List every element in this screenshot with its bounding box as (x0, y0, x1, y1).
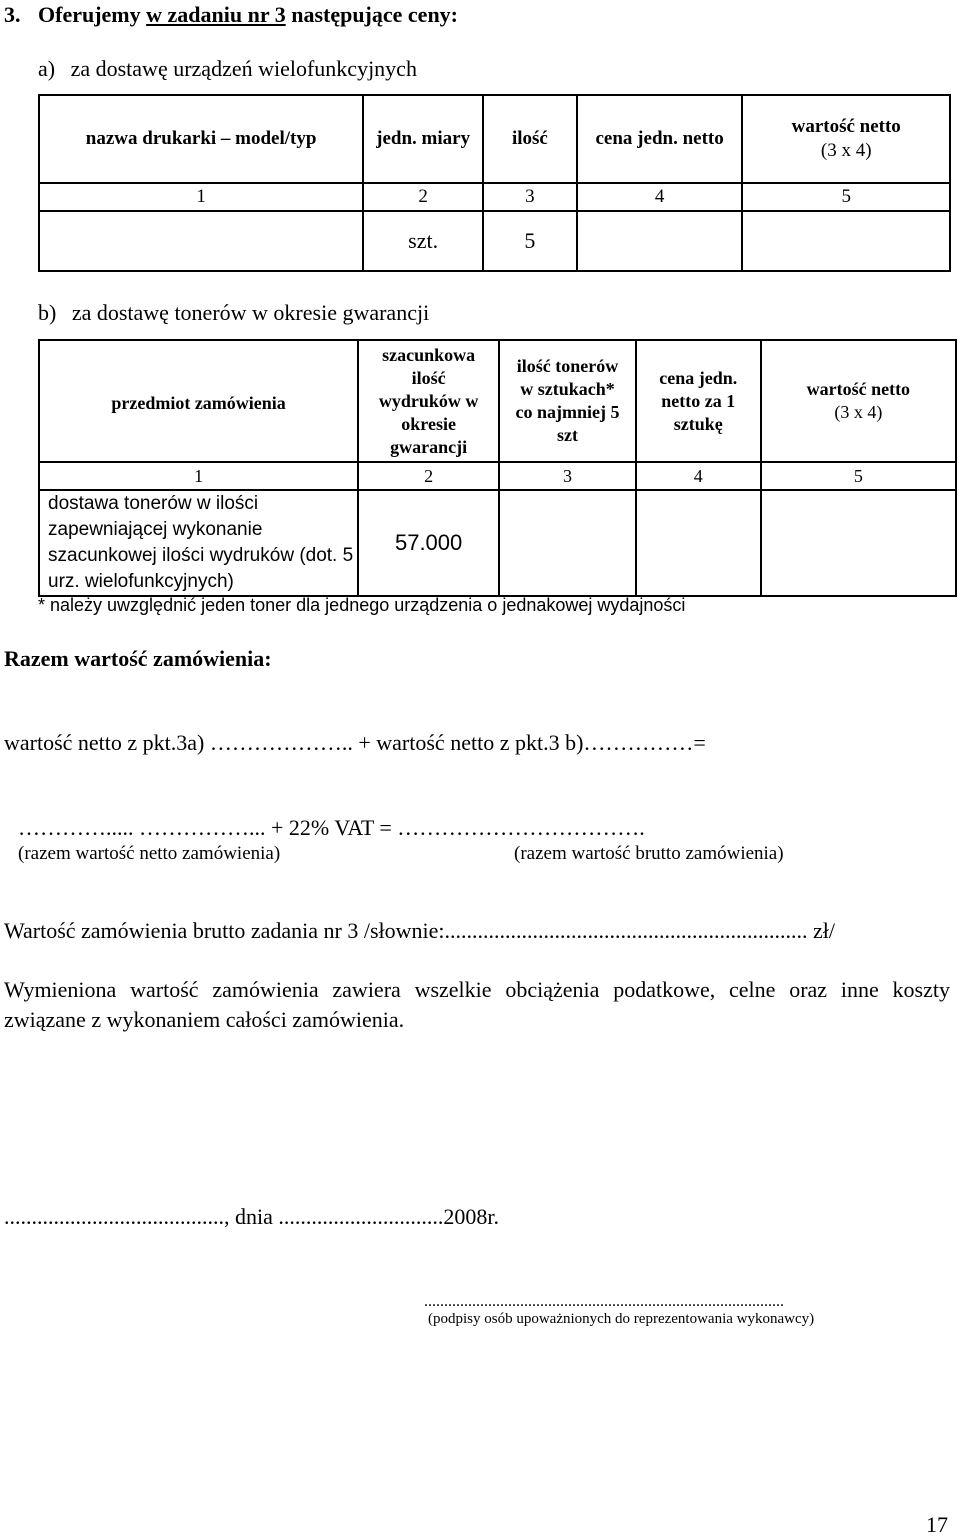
section-title-underlined: w zadaniu nr 3 (146, 2, 286, 27)
header-model: nazwa drukarki – model/typ (39, 95, 363, 183)
col-number: 2 (363, 183, 483, 211)
toners-table-header (39, 340, 956, 462)
subject-cell: dostawa tonerów w ilości zapewniającej wykonanie szacunkowej ilości wydruków (dot. 5 urz. wielofunkcyjnych) (39, 490, 358, 596)
qty-cell: 5 (483, 211, 577, 271)
part-b-label: b) (38, 300, 57, 325)
header-unit-price: cena jedn. netto za 1 sztukę (636, 340, 761, 462)
devices-table-col-numbers (39, 183, 950, 211)
part-a-label: a) (38, 56, 56, 81)
page-number: 17 (926, 1512, 948, 1537)
net-total-caption: (razem wartość netto zamówienia) (18, 843, 281, 864)
section-heading (4, 2, 458, 28)
header-net-value-label: wartość netto (806, 379, 911, 399)
estimated-prints-cell: 57.000 (358, 490, 499, 596)
footnote: * należy uwzględnić jeden toner dla jednego urządzenia o jednakowej wydajności (38, 595, 686, 615)
col-number: 4 (577, 183, 743, 211)
signature-dots: .......................................................................................... (424, 1293, 784, 1310)
section-title-pre: Oferujemy (38, 2, 147, 27)
header-net-value-formula: (3 x 4) (834, 402, 883, 422)
devices-table-header (39, 95, 950, 183)
col-number: 2 (358, 462, 499, 490)
unit-price-cell[interactable] (577, 211, 743, 271)
net-value-cell[interactable] (742, 211, 950, 271)
place-date-line: ........................................, dnia ..............................2008r. (4, 1204, 499, 1229)
header-unit-price: cena jedn. netto (577, 95, 743, 183)
header-subject: przedmiot zamówienia (39, 340, 358, 462)
summary-vat-line: …………..... ……………... + 22% VAT = ……………………………. (18, 815, 645, 840)
statement-paragraph: Wymieniona wartość zamówienia zawiera wszelkie obciążenia podatkowe, celne oraz inne koszty związane z wykonaniem całości zamówienia. (4, 977, 950, 1032)
section-title-post: następujące ceny: (285, 2, 459, 27)
toner-qty-cell[interactable] (499, 490, 636, 596)
gross-total-caption: (razem wartość brutto zamówienia) (514, 843, 784, 864)
col-number: 5 (742, 183, 950, 211)
signature-caption: (podpisy osób upoważnionych do reprezentowania wykonawcy) (428, 1311, 815, 1327)
total-in-words-line: Wartość zamówienia brutto zadania nr 3 /słownie:.................................................................. zł/ (4, 918, 836, 943)
header-toner-qty: ilość tonerów w sztukach* co najmniej 5 szt (499, 340, 636, 462)
col-number: 3 (499, 462, 636, 490)
part-a-heading (38, 56, 417, 82)
section-number: 3. (4, 2, 21, 27)
model-cell[interactable] (39, 211, 363, 271)
header-qty: ilość (483, 95, 577, 183)
unit-cell: szt. (363, 211, 483, 271)
header-net-value-formula: (3 x 4) (820, 140, 872, 161)
net-value-cell[interactable] (761, 490, 956, 596)
part-b-title: za dostawę tonerów w okresie gwarancji (71, 300, 430, 325)
toners-table-col-numbers (39, 462, 956, 490)
unit-price-cell[interactable] (636, 490, 761, 596)
col-number: 1 (39, 183, 363, 211)
toners-table (38, 339, 957, 597)
header-net-value (742, 95, 950, 183)
summary-heading: Razem wartość zamówienia: (4, 646, 272, 671)
part-b-heading (38, 300, 429, 326)
col-number: 1 (39, 462, 358, 490)
col-number: 5 (761, 462, 956, 490)
devices-table (38, 94, 951, 272)
header-estimated-prints: szacunkowa ilość wydruków w okresie gwarancji (358, 340, 499, 462)
header-unit: jedn. miary (363, 95, 483, 183)
part-a-title: za dostawę urządzeń wielofunkcyjnych (70, 56, 417, 81)
summary-formula-line: wartość netto z pkt.3a) ……………….. + wartość netto z pkt.3 b)……………= (4, 730, 706, 755)
header-net-value-label: wartość netto (791, 116, 901, 137)
col-number: 4 (636, 462, 761, 490)
table-row (39, 490, 956, 596)
header-net-value (761, 340, 956, 462)
col-number: 3 (483, 183, 577, 211)
table-row (39, 211, 950, 271)
